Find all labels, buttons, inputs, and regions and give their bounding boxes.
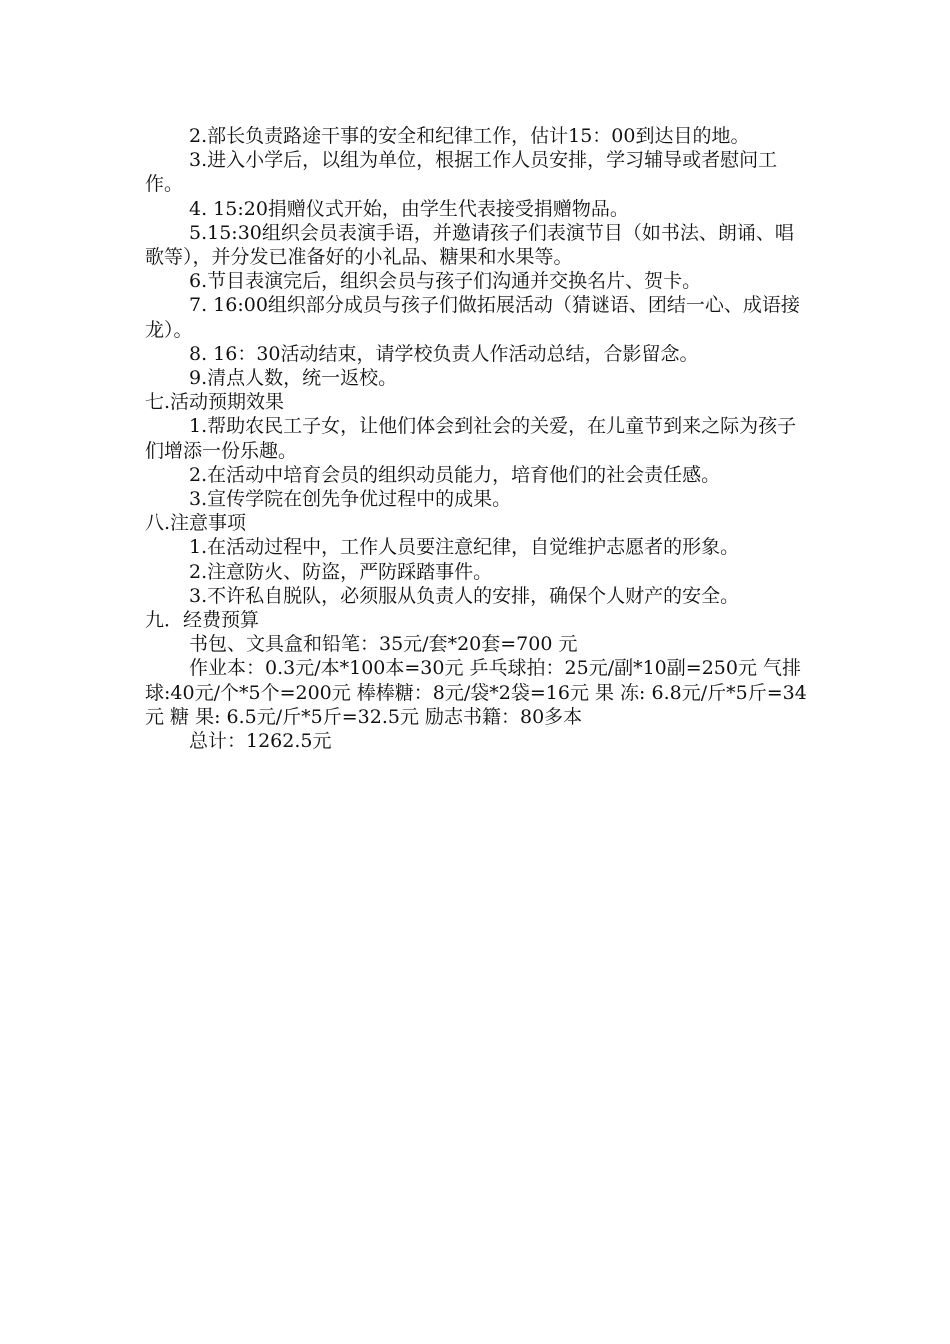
paragraph: 2.注意防火、防盗，严防踩踏事件。 xyxy=(189,560,493,583)
budget-total: 总计：1262.5元 xyxy=(189,730,332,753)
paragraph: 6.节目表演完后，组织会员与孩子们沟通并交换名片、贺卡。 xyxy=(189,270,702,293)
paragraph: 3.不许私自脱队，必须服从负责人的安排，确保个人财产的安全。 xyxy=(189,584,740,607)
section-heading-precautions: 八.注意事项 xyxy=(145,512,247,535)
paragraph: 3.进入小学后，以组为单位，根据工作人员安排，学习辅导或者慰问工作。 xyxy=(145,149,778,196)
paragraph: 3.宣传学院在创先争优过程中的成果。 xyxy=(189,488,512,511)
document-body xyxy=(145,124,807,753)
paragraph: 2.部长负责路途干事的安全和纪律工作，估计15：00到达目的地。 xyxy=(189,125,750,147)
paragraph: 7. 16:00组织部分成员与孩子们做拓展活动（猜谜语、团结一心、成语接龙）。 xyxy=(145,294,800,341)
paragraph: 书包、文具盒和铅笔：35元/套*20套=700 元 xyxy=(189,633,578,656)
paragraph: 2.在活动中培育会员的组织动员能力，培育他们的社会责任感。 xyxy=(189,463,721,486)
section-heading-expected-effects: 七.活动预期效果 xyxy=(145,391,285,414)
paragraph: 1.帮助农民工子女，让他们体会到社会的关爱，在儿童节到来之际为孩子们增添一份乐趣。 xyxy=(145,415,797,462)
paragraph: 作业本：0.3元/本*100本=30元 乒乓球拍：25元/副*10副=250元 气排球:40元/个*5个=200元 棒棒糖：8元/袋*2袋=16元 果 冻: 6.8元/斤*5斤=34元 糖 果: 6.5元/斤*5斤=32.5元 励志书籍：80多本 xyxy=(145,657,807,728)
paragraph: 4. 15:20捐赠仪式开始，由学生代表接受捐赠物品。 xyxy=(189,197,629,220)
paragraph: 5.15:30组织会员表演手语，并邀请孩子们表演节目（如书法、朗诵、唱歌等），并分发已准备好的小礼品、糖果和水果等。 xyxy=(145,221,794,269)
section-heading-budget: 九．经费预算 xyxy=(145,609,260,632)
paragraph: 1.在活动过程中，工作人员要注意纪律，自觉维护志愿者的形象。 xyxy=(189,536,740,559)
paragraph: 9.清点人数，统一返校。 xyxy=(189,367,398,390)
paragraph: 8. 16：30活动结束，请学校负责人作活动总结，合影留念。 xyxy=(189,342,699,365)
